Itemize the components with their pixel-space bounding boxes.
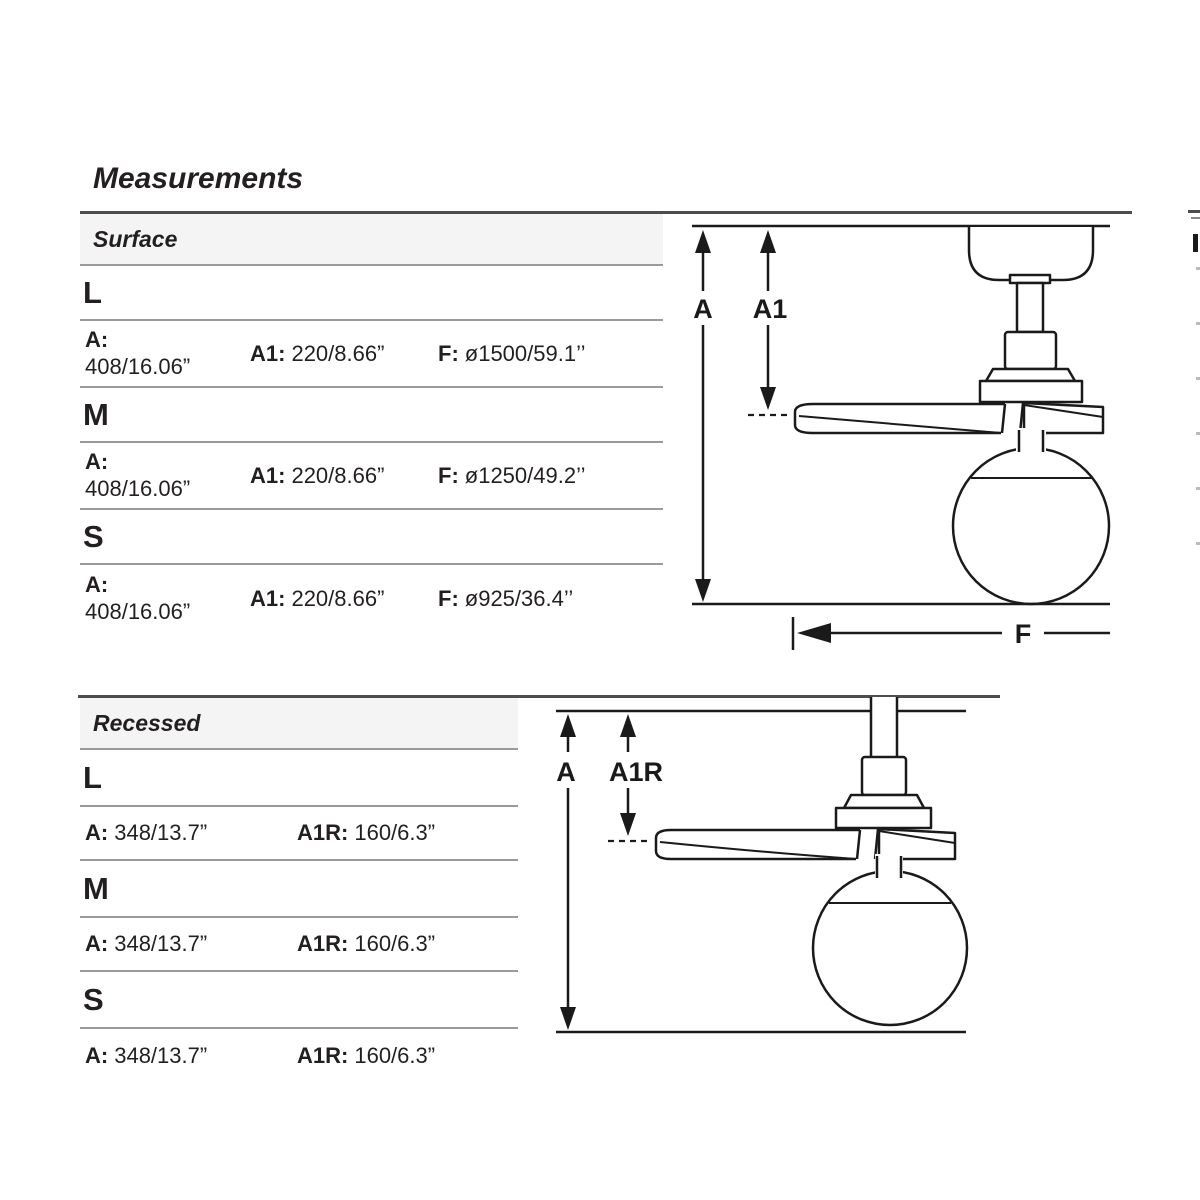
dim-a-label: A	[556, 757, 576, 787]
size-label: S	[83, 518, 104, 554]
surface-table-header	[80, 214, 663, 266]
dim-a1-value: 220/8.66”	[291, 585, 385, 611]
recessed-row-size-S	[80, 972, 518, 1029]
dim-a1r-value: 160/6.3”	[354, 1043, 436, 1068]
arrow-up-icon	[695, 230, 711, 253]
clipped-edge-fragment	[1196, 432, 1200, 435]
motor-housing	[836, 808, 931, 828]
light-globe	[813, 871, 967, 1025]
recessed-row-data-M	[80, 918, 518, 972]
clipped-edge-fragment	[1193, 234, 1198, 252]
dim-a-cell	[85, 820, 297, 846]
dim-a1r-label: A1R:	[297, 820, 349, 845]
dim-a-value: 348/13.7”	[114, 931, 208, 956]
recessed-row-data-S	[80, 1029, 518, 1083]
recessed-row-size-M	[80, 861, 518, 918]
motor-collar	[986, 369, 1075, 381]
dim-f-value: ø925/36.4’’	[464, 585, 574, 611]
recessed-table	[80, 698, 518, 1083]
dim-a-label: A:	[85, 572, 109, 598]
dim-a-label: A:	[85, 820, 109, 845]
dim-a1r-value: 160/6.3”	[354, 931, 436, 956]
surface-row-data-S	[80, 565, 663, 632]
motor-upper-housing	[1005, 332, 1056, 369]
dim-a1-value: 220/8.66”	[291, 462, 385, 488]
blade-hub	[857, 829, 878, 859]
dim-a-value: 408/16.06”	[85, 353, 191, 379]
surface-row-size-M	[80, 388, 663, 443]
globe-neck-mask	[875, 854, 903, 879]
surface-fan-diagram	[688, 203, 1138, 668]
size-label: L	[83, 274, 102, 310]
recessed-fan-diagram	[548, 688, 1013, 1043]
dim-a1-cell	[250, 341, 438, 367]
clipped-edge-fragment	[1196, 322, 1200, 325]
recessed-header-label: Recessed	[93, 709, 201, 736]
recessed-row-size-L	[80, 750, 518, 807]
arrow-left-icon	[797, 623, 831, 643]
dim-a-cell	[85, 327, 250, 380]
clipped-edge-fragment	[1191, 217, 1200, 219]
recessed-table-header	[80, 698, 518, 750]
dim-a-value: 348/13.7”	[114, 1043, 208, 1068]
motor-upper-housing	[862, 757, 906, 795]
downrod-mask	[872, 697, 896, 757]
dim-a1-cell	[250, 586, 438, 612]
size-label: S	[83, 981, 104, 1017]
dim-a1-value: 220/8.66”	[291, 340, 385, 366]
dim-a-label: A	[693, 294, 713, 324]
arrow-up-icon	[560, 714, 576, 737]
dim-f-value: ø1250/49.2’’	[464, 462, 586, 488]
surface-row-size-L	[80, 266, 663, 321]
surface-row-data-M	[80, 443, 663, 510]
dim-a-label: A:	[85, 327, 109, 353]
dim-f-cell	[438, 463, 663, 489]
dim-a-label: A:	[85, 931, 109, 956]
recessed-row-data-L	[80, 807, 518, 861]
dim-a1r-cell	[297, 931, 518, 957]
clipped-edge-fragment	[1196, 377, 1200, 380]
arrow-down-icon	[620, 813, 636, 836]
arrow-up-icon	[760, 230, 776, 253]
clipped-edge-fragment	[1196, 267, 1200, 270]
arrow-down-icon	[560, 1007, 576, 1030]
dim-a-label: A:	[85, 1043, 109, 1068]
dim-a1r-cell	[297, 1043, 518, 1069]
fan-canopy	[969, 227, 1093, 280]
dim-a1-label: A1:	[250, 340, 286, 366]
dim-a1-label: A1	[752, 294, 788, 324]
dim-a-cell	[85, 572, 250, 625]
dim-a1r-value: 160/6.3”	[354, 820, 436, 845]
dim-a-label: A:	[85, 449, 109, 475]
surface-table	[80, 214, 663, 632]
arrow-down-icon	[695, 579, 711, 602]
globe-neck-mask	[1016, 428, 1046, 453]
dim-a1r-label: A1R:	[297, 1043, 349, 1068]
clipped-edge-fragment	[1196, 487, 1200, 490]
dim-f-cell	[438, 586, 663, 612]
dim-f-label: F:	[438, 585, 459, 611]
dim-f-label: F	[1014, 619, 1032, 649]
dim-a-value: 408/16.06”	[85, 598, 191, 624]
dim-f-label: F:	[438, 462, 459, 488]
arrow-down-icon	[760, 387, 776, 410]
dim-a-value: 408/16.06”	[85, 475, 191, 501]
dim-a1-label: A1:	[250, 585, 286, 611]
dim-f-label: F:	[438, 340, 459, 366]
dim-f-value: ø1500/59.1’’	[464, 340, 586, 366]
motor-housing	[980, 381, 1082, 402]
size-label: M	[83, 396, 109, 432]
arrow-up-icon	[620, 714, 636, 737]
light-globe	[953, 448, 1109, 604]
dim-a1-cell	[250, 463, 438, 489]
dim-f-cell	[438, 341, 663, 367]
dim-a-cell	[85, 931, 297, 957]
dim-a-cell	[85, 1043, 297, 1069]
page-title: Measurements	[93, 162, 304, 195]
surface-row-data-L	[80, 321, 663, 388]
size-label: M	[83, 870, 109, 906]
dim-a1r-label: A1R:	[297, 931, 349, 956]
fan-downrod	[1017, 283, 1043, 332]
dim-a1r-cell	[297, 820, 518, 846]
surface-header-label: Surface	[93, 225, 178, 252]
dim-a1-label: A1:	[250, 462, 286, 488]
size-label: L	[83, 759, 102, 795]
clipped-edge-fragment	[1196, 542, 1200, 545]
clipped-edge-fragment	[1188, 210, 1200, 213]
motor-collar	[844, 795, 924, 808]
dim-a-value: 348/13.7”	[114, 820, 208, 845]
surface-row-size-S	[80, 510, 663, 565]
dim-a1r-label: A1R	[608, 757, 664, 787]
dim-a-cell	[85, 449, 250, 502]
